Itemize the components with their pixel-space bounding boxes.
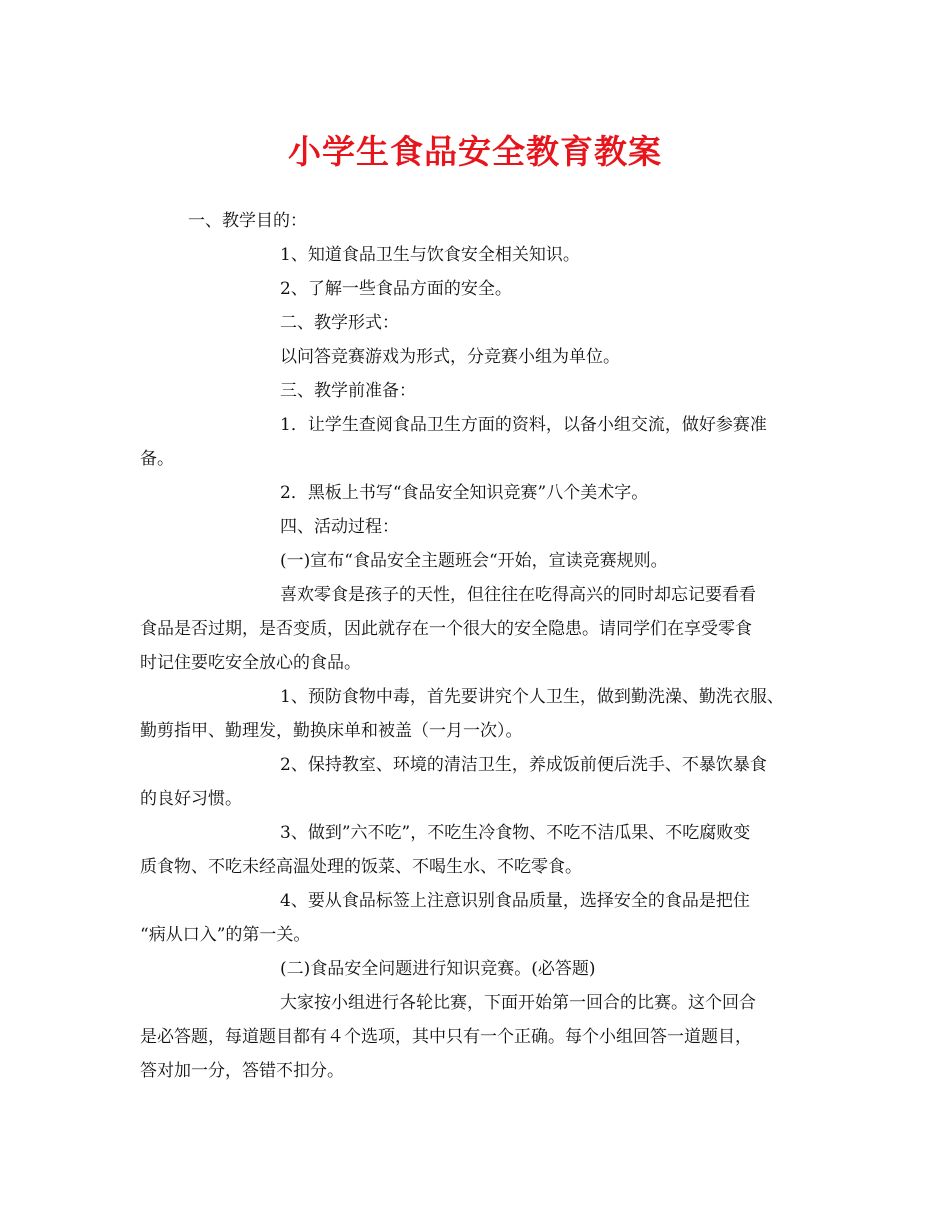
text-line: 三、教学前准备：: [280, 381, 416, 401]
document-body: [140, 204, 830, 1088]
text-line: 2、了解一些食品方面的安全。: [280, 279, 512, 299]
text-line: “病从口入”的第一关。: [140, 925, 311, 945]
text-line: 2．黑板上书写“食品安全知识竞赛”八个美术字。: [280, 483, 649, 503]
text-line: 1．让学生查阅食品卫生方面的资料，以备小组交流，做好参赛准: [280, 415, 767, 435]
text-line: 以问答竞赛游戏为形式，分竞赛小组为单位。: [280, 347, 620, 367]
text-line: 答对加一分，答错不扣分。: [140, 1061, 344, 1081]
text-line: 3、做到”六不吃”，不吃生冷食物、不吃不洁瓜果、不吃腐败变: [280, 823, 751, 843]
text-line: 勤剪指甲、勤理发，勤换床单和被盖（一月一次）。: [140, 721, 523, 741]
text-line: 四、活动过程：: [280, 517, 399, 537]
text-line: 时记住要吃安全放心的食品。: [140, 653, 361, 673]
text-line: 1、知道食品卫生与饮食安全相关知识。: [280, 245, 580, 265]
text-line: 大家按小组进行各轮比赛，下面开始第一回合的比赛。这个回合: [280, 993, 756, 1013]
text-line: (二)食品安全问题进行知识竞赛。(必答题): [280, 959, 596, 979]
text-line: 食品是否过期，是否变质，因此就存在一个很大的安全隐患。请同学们在享受零食: [140, 619, 752, 639]
text-line: 的良好习惯。: [140, 789, 242, 809]
document-title: 小学生食品安全教育教案: [288, 132, 662, 171]
text-line: 质食物、不吃未经高温处理的饭菜、不喝生水、不吃零食。: [140, 857, 582, 877]
text-line: 是必答题，每道题目都有４个选项，其中只有一个正确。每个小组回答一道题目，: [140, 1027, 752, 1047]
text-line: 二、教学形式：: [280, 313, 399, 333]
text-line: 备。: [140, 449, 174, 469]
text-line: 一、教学目的：: [188, 211, 307, 231]
text-line: 2、保持教室、环境的清洁卫生，养成饭前便后洗手、不暴饮暴食: [280, 755, 767, 775]
text-line: 1、预防食物中毒，首先要讲究个人卫生，做到勤洗澡、勤洗衣服、: [280, 687, 784, 707]
text-line: (一)宣布“食品安全主题班会“开始，宣读竞赛规则。: [280, 551, 668, 571]
text-line: 喜欢零食是孩子的天性，但往往在吃得高兴的同时却忘记要看看: [280, 585, 756, 605]
text-line: 4、要从食品标签上注意识别食品质量，选择安全的食品是把住: [280, 891, 750, 911]
